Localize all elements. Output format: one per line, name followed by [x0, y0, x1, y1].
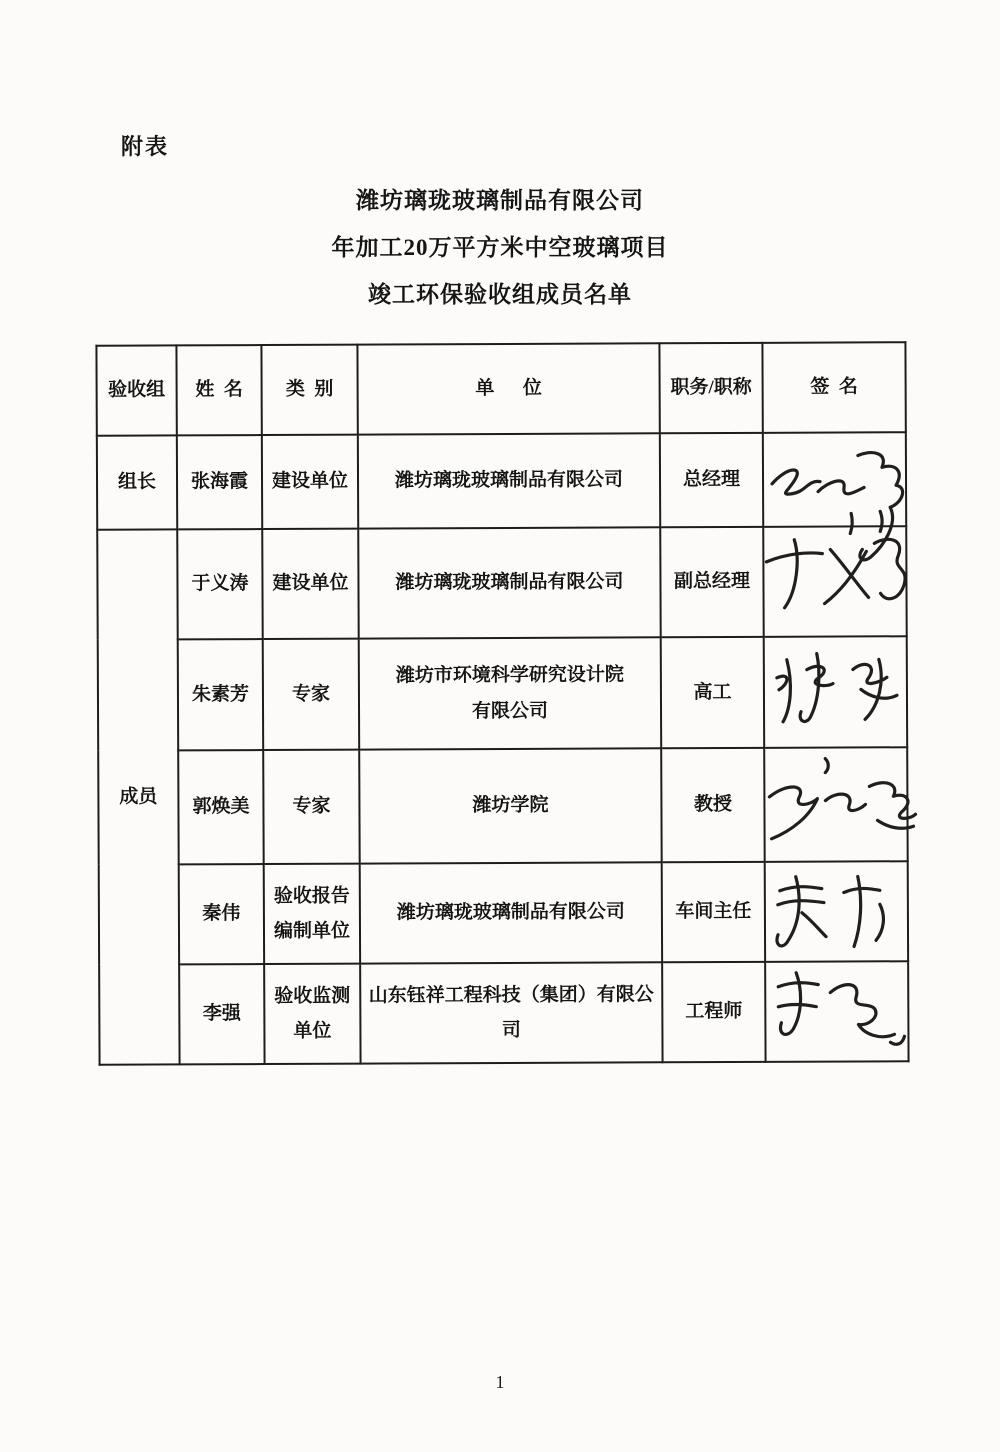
cell-title: 工程师	[662, 962, 765, 1062]
table-row-member	[97, 526, 906, 640]
cell-signature	[764, 747, 907, 862]
doc-title-project: 年加工20万平方米中空玻璃项目	[331, 235, 669, 260]
cell-unit: 潍坊璃珑玻璃制品有限公司	[358, 527, 660, 638]
header-row	[96, 342, 905, 436]
members-table	[95, 341, 909, 1066]
header-unit: 单 位	[357, 343, 659, 434]
cell-name: 李强	[179, 964, 264, 1064]
cell-name: 秦伟	[179, 864, 264, 964]
cell-name: 张海霞	[177, 435, 262, 529]
cell-signature	[763, 526, 906, 637]
header-category: 类 别	[261, 345, 357, 435]
table-row-member	[99, 861, 908, 965]
cell-category: 建设单位	[262, 435, 358, 529]
table-row-member	[98, 747, 907, 865]
cell-unit: 山东钰祥工程科技（集团）有限公 司	[360, 962, 662, 1063]
table-row-member	[99, 961, 908, 1065]
members-table-wrap	[95, 341, 909, 1066]
cell-signature	[765, 961, 908, 1062]
cell-signature	[765, 861, 908, 962]
cell-name: 郭焕美	[178, 750, 263, 864]
cell-unit: 潍坊璃珑玻璃制品有限公司	[358, 433, 660, 528]
header-name: 姓 名	[176, 345, 261, 435]
cell-category: 建设单位	[262, 529, 358, 639]
cell-unit: 潍坊学院	[359, 748, 661, 863]
cell-category: 验收监测 单位	[264, 964, 360, 1064]
signature-li-qiang	[766, 962, 911, 1058]
cell-title: 教授	[661, 748, 764, 862]
doc-title-list: 竣工环保验收组成员名单	[368, 282, 632, 307]
cell-group-member: 成员	[97, 529, 179, 1064]
signature-qin-wei	[768, 864, 903, 960]
signature-zhu-sufang	[767, 643, 912, 744]
cell-unit: 潍坊市环境科学研究设计院 有限公司	[359, 637, 661, 749]
doc-title-company: 潍坊璃珑玻璃制品有限公司	[356, 188, 644, 213]
cell-unit: 潍坊璃珑玻璃制品有限公司	[360, 862, 662, 963]
cell-name: 于义涛	[177, 529, 262, 639]
cell-title: 总经理	[660, 433, 763, 527]
header-group: 验收组	[96, 345, 176, 435]
cell-title: 车间主任	[662, 862, 765, 962]
cell-name: 朱素芳	[178, 639, 263, 750]
signature-guo-huanmei	[761, 750, 919, 861]
page-number: 1	[495, 1372, 505, 1392]
cell-category: 专家	[263, 639, 359, 750]
signature-yu-yitao	[758, 499, 919, 630]
table-row-member	[98, 636, 907, 751]
header-title: 职务/职称	[659, 343, 762, 433]
cell-signature	[764, 636, 907, 748]
cell-category: 验收报告 编制单位	[264, 864, 360, 964]
header-signature: 签 名	[762, 342, 905, 433]
cell-title: 高工	[661, 637, 764, 748]
cell-title: 副总经理	[660, 527, 763, 637]
appendix-label: 附表	[121, 134, 170, 159]
cell-group-leader: 组长	[97, 435, 177, 529]
cell-category: 专家	[263, 750, 359, 864]
